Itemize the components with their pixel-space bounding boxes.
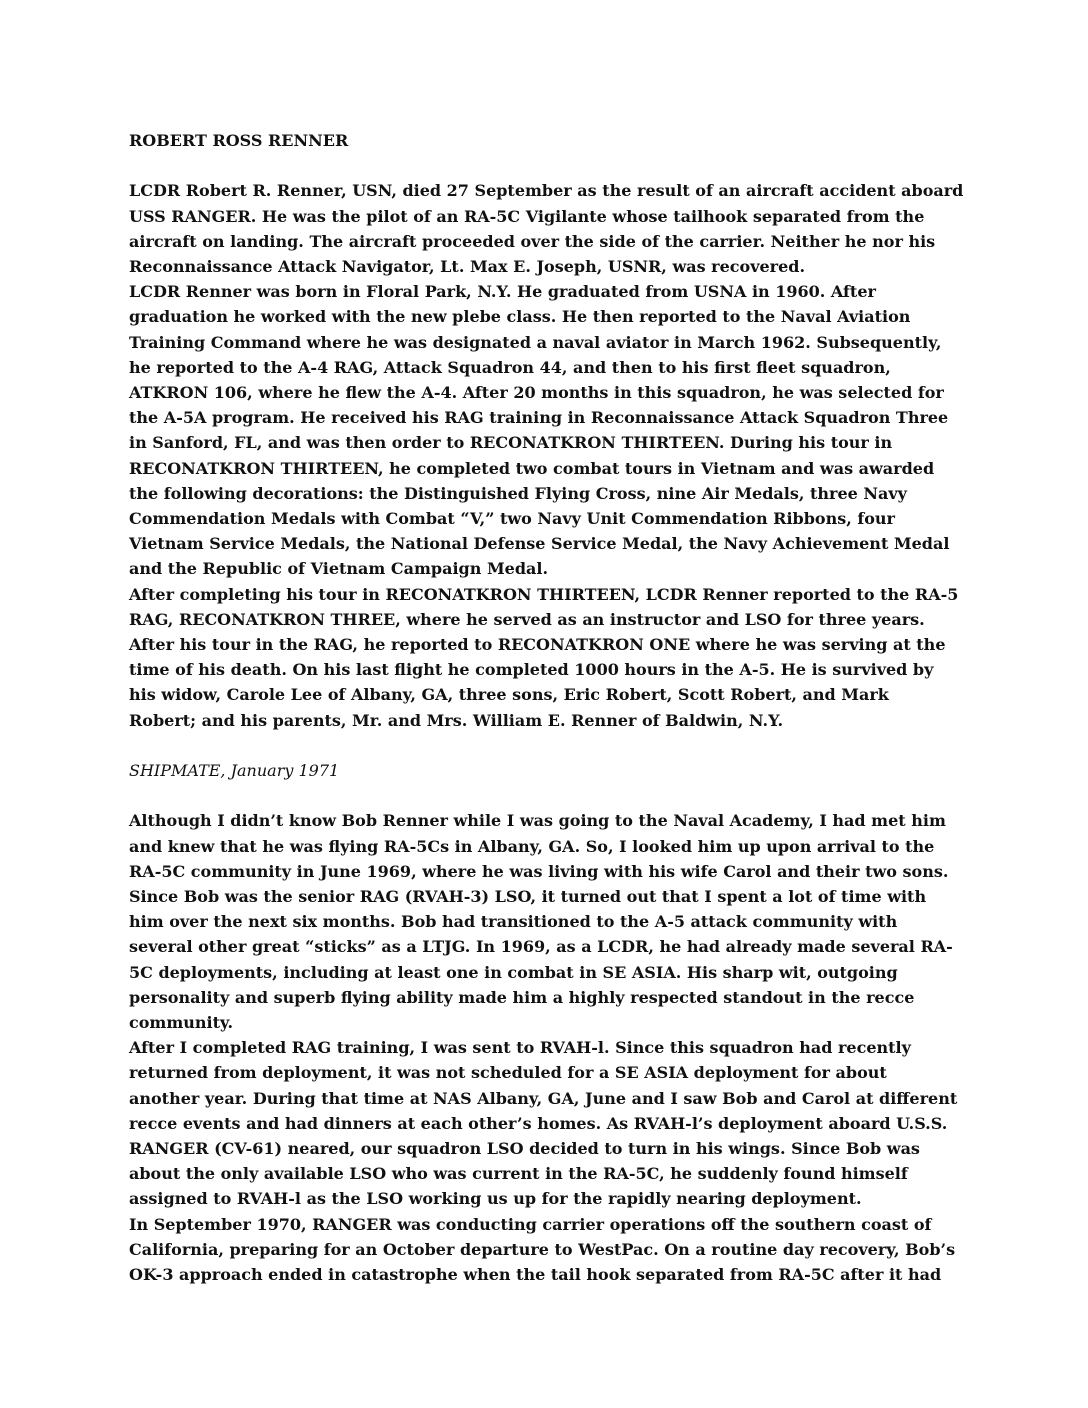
document-body bbox=[129, 128, 969, 1287]
text-line: RA-5C community in June 1969, where he was living with his wife Carol and their two sons. bbox=[129, 861, 949, 881]
text-line: he reported to the A-4 RAG, Attack Squadron 44, and then to his first fleet squadron, bbox=[129, 357, 891, 377]
text-line: graduation he worked with the new plebe class. He then reported to the Naval Aviation bbox=[129, 307, 911, 327]
text-line: returned from deployment, it was not scheduled for a SE ASIA deployment for about bbox=[129, 1063, 887, 1083]
text-line: RECONATKRON THIRTEEN, he completed two combat tours in Vietnam and was awarded bbox=[129, 458, 935, 478]
text-line: time of his death. On his last flight he completed 1000 hours in the A-5. He is survived by bbox=[129, 660, 934, 680]
text-line: Reconnaissance Attack Navigator, Lt. Max E. Joseph, USNR, was recovered. bbox=[129, 257, 806, 276]
text-line: about the only available LSO who was current in the RA-5C, he suddenly found himself bbox=[129, 1164, 908, 1184]
text-line: his widow, Carole Lee of Albany, GA, three sons, Eric Robert, Scott Robert, and Mark bbox=[129, 685, 889, 705]
text-line: aircraft on landing. The aircraft proceeded over the side of the carrier. Neither he nor his bbox=[129, 231, 936, 251]
text-line: USS RANGER. He was the pilot of an RA-5C Vigilante whose tailhook separated from the bbox=[129, 206, 925, 226]
text-line: assigned to RVAH-l as the LSO working us up for the rapidly nearing deployment. bbox=[129, 1189, 862, 1209]
text-line: him over the next six months. Bob had transitioned to the A-5 attack community with bbox=[129, 912, 898, 932]
text-line: the A-5A program. He received his RAG training in Reconnaissance Attack Squadron Three bbox=[129, 408, 949, 428]
text-line: 5C deployments, including at least one in combat in SE ASIA. His sharp wit, outgoing bbox=[129, 962, 898, 982]
text-line: RANGER (CV-61) neared, our squadron LSO decided to turn in his wings. Since Bob was bbox=[129, 1139, 920, 1159]
text-line: LCDR Renner was born in Floral Park, N.Y. He graduated from USNA in 1960. After bbox=[129, 282, 876, 302]
text-line: LCDR Robert R. Renner, USN, died 27 September as the result of an aircraft accident aboard bbox=[129, 181, 964, 201]
text-line: Since Bob was the senior RAG (RVAH-3) LSO, it turned out that I spent a lot of time with bbox=[129, 887, 927, 907]
text-line: another year. During that time at NAS Albany, GA, June and I saw Bob and Carol at different bbox=[129, 1088, 958, 1108]
text-line: in Sanford, FL, and was then order to RECONATKRON THIRTEEN. During his tour in bbox=[129, 433, 893, 453]
text-line: Although I didn’t know Bob Renner while I was going to the Naval Academy, I had met him bbox=[129, 811, 946, 831]
text-line: several other great “sticks” as a LTJG. In 1969, as a LCDR, he had already made several RA- bbox=[129, 937, 953, 957]
text-line: Robert; and his parents, Mr. and Mrs. William E. Renner of Baldwin, N.Y. bbox=[129, 710, 784, 730]
text-line: In September 1970, RANGER was conducting carrier operations off the southern coast of bbox=[129, 1214, 932, 1234]
text-line: Commendation Medals with Combat “V,” two Navy Unit Commendation Ribbons, four bbox=[129, 509, 895, 529]
text-line: After completing his tour in RECONATKRON THIRTEEN, LCDR Renner reported to the RA-5 bbox=[129, 584, 959, 604]
text-line: ATKRON 106, where he flew the A-4. After 20 months in this squadron, he was selected for bbox=[129, 383, 944, 403]
text-line: After I completed RAG training, I was sent to RVAH-l. Since this squadron had recently bbox=[129, 1038, 911, 1058]
text-line: California, preparing for an October departure to WestPac. On a routine day recovery, Bob’s bbox=[129, 1239, 956, 1259]
text-line: personality and superb flying ability made him a highly respected standout in the recce bbox=[129, 987, 915, 1007]
text-line: and knew that he was flying RA-5Cs in Albany, GA. So, I looked him up upon arrival to the bbox=[129, 836, 935, 856]
paragraph-spacer bbox=[129, 783, 969, 808]
text-line: and the Republic of Vietnam Campaign Medal. bbox=[129, 559, 549, 579]
recollection-text bbox=[129, 808, 969, 1287]
document-title: ROBERT ROSS RENNER bbox=[129, 131, 349, 150]
paragraph-spacer bbox=[129, 733, 969, 758]
text-line: Training Command where he was designated a naval aviator in March 1962. Subsequently, bbox=[129, 332, 942, 352]
obituary-text bbox=[129, 178, 969, 732]
source-citation: SHIPMATE, January 1971 bbox=[129, 761, 340, 781]
text-line: the following decorations: the Distinguished Flying Cross, nine Air Medals, three Navy bbox=[129, 483, 907, 503]
text-line: RAG, RECONATKRON THREE, where he served as an instructor and LSO for three years. bbox=[129, 609, 925, 629]
text-line: After his tour in the RAG, he reported to RECONATKRON ONE where he was serving at the bbox=[129, 635, 946, 655]
text-line: Vietnam Service Medals, the National Defense Service Medal, the Navy Achievement Medal bbox=[129, 534, 950, 554]
text-line: recce events and had dinners at each other’s homes. As RVAH-l’s deployment aboard U.S.S. bbox=[129, 1113, 948, 1133]
text-line: OK-3 approach ended in catastrophe when the tail hook separated from RA-5C after it had bbox=[129, 1265, 942, 1285]
text-line: community. bbox=[129, 1013, 234, 1033]
